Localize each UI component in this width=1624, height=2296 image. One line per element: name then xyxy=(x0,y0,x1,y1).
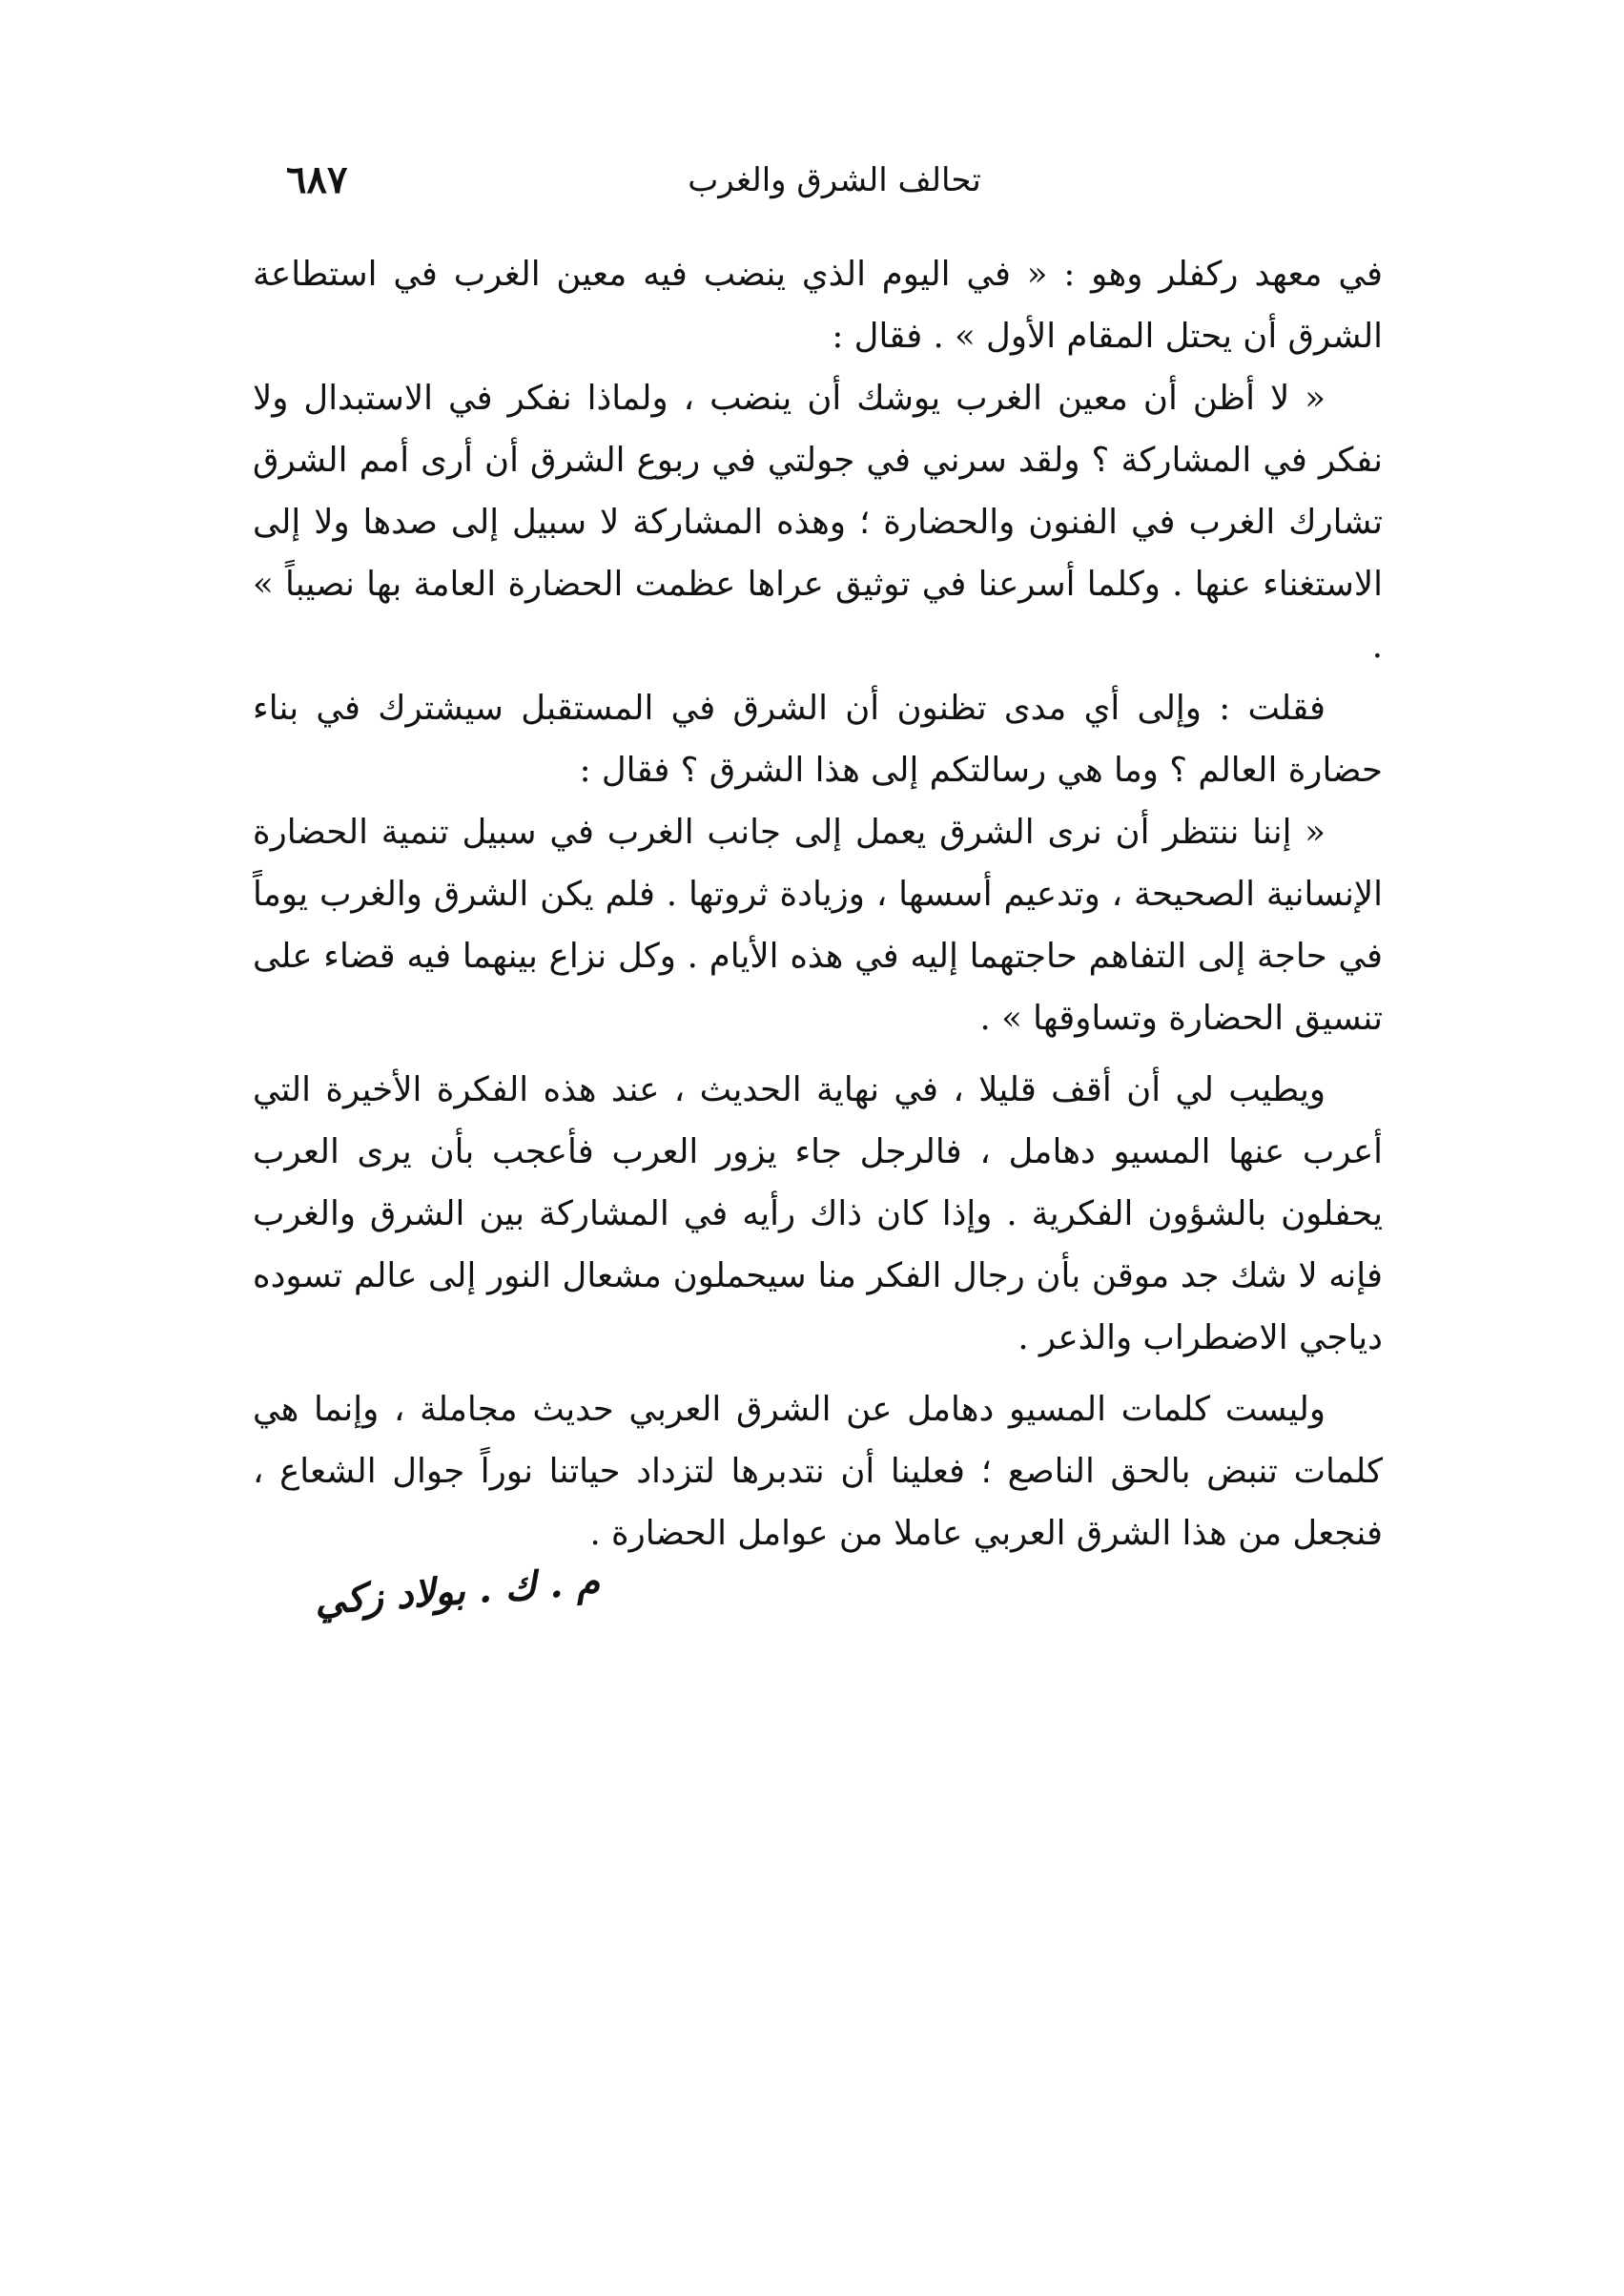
paragraph-question-2: فقلت : وإلى أي مدى تظنون أن الشرق في المستقبل سيشترك في بناء حضارة العالم ؟ وما هي رسالتكم إلى هذا الشرق ؟ فقال : xyxy=(253,689,1383,790)
running-title: تحالف الشرق والغرب xyxy=(688,161,981,199)
paragraph-answer-2: « إننا ننتظر أن نرى الشرق يعمل إلى جانب الغرب في سبيل تنمية الحضارة الإنسانية الصحيحة ، وتدعيم أسسها ، وزيادة ثروتها . فلم يكن الشرق والغرب يوماً في حاجة إلى التفاهم حاجتهما إليه في هذه الأيام . وكل نزاع بينهما فيه قضاء على تنسيق الحضارة وتساوقها » . xyxy=(253,813,1383,1038)
paragraph-answer-1: « لا أظن أن معين الغرب يوشك أن ينضب ، ولماذا نفكر في الاستبدال ولا نفكر في المشاركة ؟ ولقد سرني في جولتي في ربوع الشرق أن أرى أمم الشرق تشارك الغرب في الفنون والحضارة ؛ وهذه المشاركة لا سبيل إلى صدها ولا إلى الاستغناء عنها . وكلما أسرعنا في توثيق عراها عظمت الحضارة العامة بها نصيباً » . xyxy=(253,379,1383,666)
article-body xyxy=(253,243,1383,1564)
page-header xyxy=(286,157,1383,215)
author-signature: م . ك . بولاد زكي xyxy=(313,1559,602,1624)
paragraph-commentary: ويطيب لي أن أقف قليلا ، في نهاية الحديث ، عند هذه الفكرة الأخيرة التي أعرب عنها المسيو دهامل ، فالرجل جاء يزور العرب فأعجب بأن يرى العرب يحفلون بالشؤون الفكرية . وإذا كان ذاك رأيه في المشاركة بين الشرق والغرب فإنه لا شك جد موقن بأن رجال الفكر منا سيحملون مشعال النور إلى عالم تسوده دياجي الاضطراب والذعر . xyxy=(253,1070,1383,1357)
paragraph-question-intro: في معهد ركفلر وهو : « في اليوم الذي ينضب فيه معين الغرب في استطاعة الشرق أن يحتل المقام الأول » . فقال : xyxy=(253,255,1383,356)
page-number: ٦٨٧ xyxy=(286,157,348,202)
paragraph-conclusion: وليست كلمات المسيو دهامل عن الشرق العربي حديث مجاملة ، وإنما هي كلمات تنبض بالحق الناصع ؛ فعلينا أن نتدبرها لتزداد حياتنا نوراً جوال الشعاع ، فنجعل من هذا الشرق العربي عاملا من عوامل الحضارة . xyxy=(253,1390,1383,1553)
